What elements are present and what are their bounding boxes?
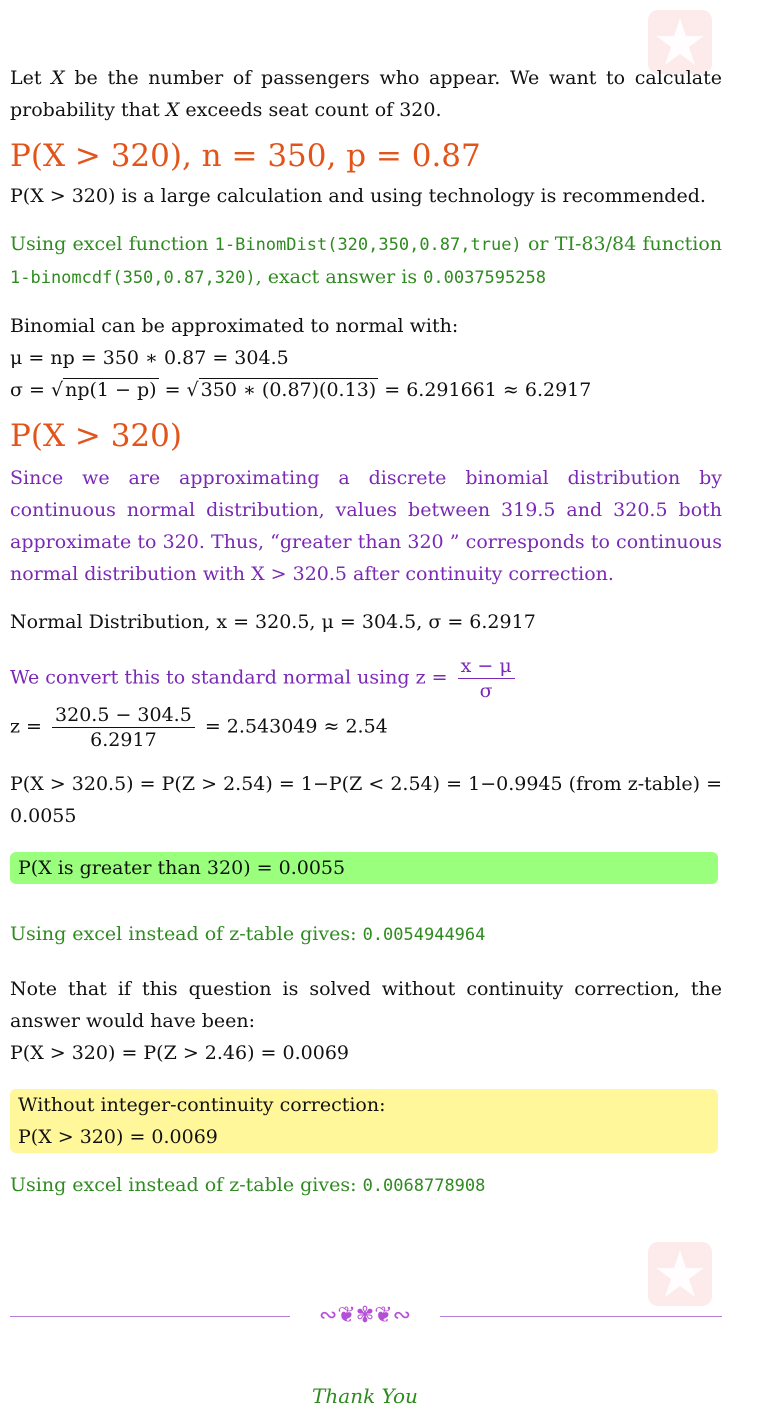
excel-z-value: 0.0068778908 [362,1176,486,1196]
normal-params: Normal Distribution, x = 320.5, μ = 304.5, σ = 6.2917 [10,611,536,633]
approx-block [10,310,722,406]
star-icon [648,1242,712,1306]
excel-z-note-2 [10,1169,722,1202]
excel-z-value: 0.0054944964 [362,925,486,945]
divider-left [10,1316,290,1317]
intro-text: exceeds seat count of 320. [179,99,442,121]
solution-document [10,62,722,1202]
no-cc-box [10,1089,718,1153]
heading-given: P(X > 320), n = 350, p = 0.87 [10,138,481,174]
sigma-line [10,374,722,406]
excel-z-text: Using excel instead of z-table gives: [10,1174,363,1196]
excel-text: or TI-83/84 function [521,233,722,255]
exact-answer: 0.0037595258 [423,268,546,288]
no-cc-box-title: Without integer-continuity correction: [18,1094,386,1116]
numerator: 320.5 − 304.5 [52,703,195,728]
approx-title: Binomial can be approximated to normal with: [10,315,459,337]
intro-text: be the number of passengers who appear. We want to calculate probability that [10,67,722,121]
ti-function: 1-binomcdf(350,0.87,320) [10,268,256,288]
large-calc-note: P(X > 320) is a large calculation and using technology is recommended. [10,185,706,207]
no-cc-box-value: P(X > 320) = 0.0069 [18,1126,218,1148]
mu-line: μ = np = 350 ∗ 0.87 = 304.5 [10,347,289,369]
radicand: np(1 − p) [65,379,157,401]
excel-z-text: Using excel instead of z-table gives: [10,923,363,945]
convert-text: We convert this to standard normal using z = [10,666,454,689]
answer-text: P(X is greater than 320) = 0.0055 [18,857,346,879]
z-calculation [10,703,722,752]
ornament-glyphs: ∾❦✾❦∾ [318,1303,412,1328]
intro-text: Let [10,67,52,89]
z-value-fraction [52,703,195,752]
heading-target: P(X > 320) [10,418,182,454]
thank-you: Thank You [312,1384,418,1408]
denominator: σ [479,680,493,702]
no-cc-paragraph: Note that if this question is solved without continuity correction, the answer would have been: [10,978,722,1032]
sigma-text: = 6.291661 ≈ 6.2917 [378,379,592,401]
convert-line [10,654,722,703]
z-text: = 2.543049 ≈ 2.54 [198,715,388,738]
sigma-text: σ = √ [10,379,64,401]
probability-line: P(X > 320.5) = P(Z > 2.54) = 1−P(Z < 2.54) = 1−0.9945 (from z-table) = 0.0055 [10,773,722,827]
ornament-icon [312,1300,418,1332]
var-x: X [51,67,65,89]
watermark-logo-bottom [648,1242,712,1306]
excel-text: Using excel function [10,233,215,255]
excel-function: 1-BinomDist(320,350,0.87,true) [214,235,522,255]
answer-box [10,852,718,884]
numerator: x − μ [458,654,515,679]
excel-text: , exact answer is [255,266,424,288]
no-cc-formula: P(X > 320) = P(Z > 2.46) = 0.0069 [10,1042,349,1064]
denominator: 6.2917 [90,729,157,751]
sigma-text: = √ [158,379,199,401]
radicand: 350 ∗ (0.87)(0.13) [200,379,377,401]
excel-paragraph [10,228,722,294]
z-text: z = [10,715,49,738]
excel-z-note-1 [10,918,722,951]
continuity-paragraph: Since we are approximating a discrete binomial distribution by continuous normal distribution, values between 319.5 and 320.5 both approximate to 320. Thus, “greater than 320 ” corresponds to continuous normal distribution with X > 320.5 after continuity correction. [10,467,722,585]
var-x: X [165,99,180,121]
divider-right [440,1316,722,1317]
z-formula-fraction [458,654,515,703]
intro-paragraph [10,62,722,126]
